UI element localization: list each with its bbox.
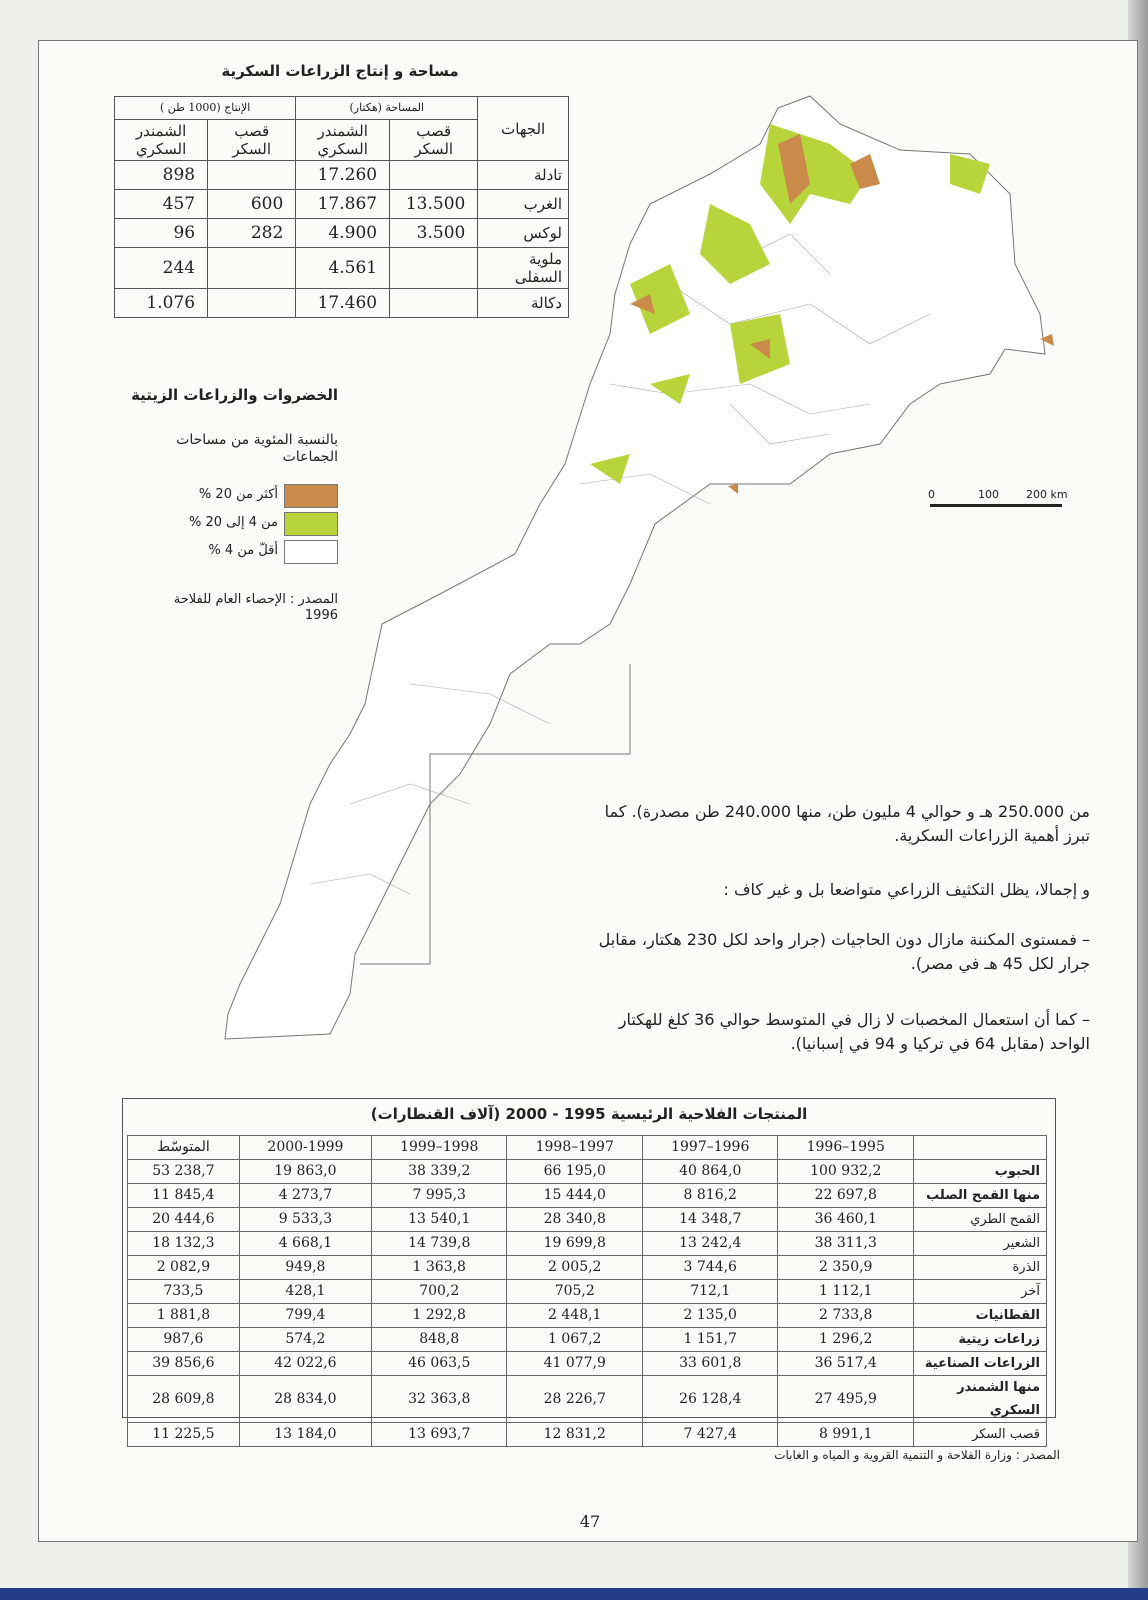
row-label: منها الشمندر السكري <box>914 1376 1047 1423</box>
table-row <box>128 1304 1047 1328</box>
value-cell: 848,8 <box>371 1328 507 1352</box>
value-cell: 11 225,5 <box>128 1423 240 1447</box>
sub-beet: الشمندر السكري <box>115 120 208 161</box>
value-cell: 1 151,7 <box>642 1328 778 1352</box>
cell-area-beet: 17.867 <box>296 190 390 219</box>
cell-prod-beet: 898 <box>115 161 208 190</box>
value-cell: 28 226,7 <box>507 1376 643 1423</box>
cell-prod-cane: 282 <box>208 219 296 248</box>
cell-region: دكالة <box>478 289 569 318</box>
header-cell: 1998–1997 <box>507 1136 643 1160</box>
legend-title: الخضروات والزراعات الزيتية <box>131 386 338 404</box>
sub-beet: الشمندر السكري <box>296 120 390 161</box>
value-cell: 28 609,8 <box>128 1376 240 1423</box>
table-row <box>128 1208 1047 1232</box>
value-cell: 36 460,1 <box>778 1208 914 1232</box>
cell-area-beet: 4.561 <box>296 248 390 289</box>
cell-region: تادلة <box>478 161 569 190</box>
header-cell: 1999–1998 <box>371 1136 507 1160</box>
value-cell: 28 834,0 <box>239 1376 371 1423</box>
cell-prod-beet: 1.076 <box>115 289 208 318</box>
legend-label: من 4 إلى 20 % <box>188 515 278 530</box>
value-cell: 700,2 <box>371 1280 507 1304</box>
table-row <box>128 1328 1047 1352</box>
value-cell: 32 363,8 <box>371 1376 507 1423</box>
products-table-title: المنتجات الفلاحية الرئيسية 1995 - 2000 (آلاف القنطارات) <box>370 1105 808 1123</box>
table-row <box>128 1423 1047 1447</box>
value-cell: 22 697,8 <box>778 1184 914 1208</box>
group-prod: الإنتاج (1000 طن ) <box>115 97 296 120</box>
value-cell: 799,4 <box>239 1304 371 1328</box>
cell-region: ملوية السفلى <box>478 248 569 289</box>
value-cell: 36 517,4 <box>778 1352 914 1376</box>
value-cell: 100 932,2 <box>778 1160 914 1184</box>
value-cell: 8 816,2 <box>642 1184 778 1208</box>
value-cell: 3 744,6 <box>642 1256 778 1280</box>
table-row <box>128 1184 1047 1208</box>
legend-label: أكثر من 20 % <box>198 487 278 502</box>
row-label: الزراعات الصناعية <box>914 1352 1047 1376</box>
header-cell: 1996–1995 <box>778 1136 914 1160</box>
value-cell: 42 022,6 <box>239 1352 371 1376</box>
morocco-map <box>110 84 1110 1074</box>
value-cell: 19 863,0 <box>239 1160 371 1184</box>
scale-line <box>930 504 1062 507</box>
row-label: آخر <box>914 1280 1047 1304</box>
scale-tick-0: 0 <box>928 488 935 501</box>
value-cell: 1 296,2 <box>778 1328 914 1352</box>
value-cell: 46 063,5 <box>371 1352 507 1376</box>
table-row <box>128 1232 1047 1256</box>
legend-swatch <box>284 484 338 508</box>
value-cell: 2 733,8 <box>778 1304 914 1328</box>
scale-tick-200: 200 km <box>1026 488 1068 501</box>
legend-source: المصدر : الإحصاء العام للفلاحة 1996 <box>173 592 338 623</box>
value-cell: 53 238,7 <box>128 1160 240 1184</box>
value-cell: 2 082,9 <box>128 1256 240 1280</box>
cell-area-cane: 3.500 <box>390 219 478 248</box>
cell-prod-beet: 96 <box>115 219 208 248</box>
cell-prod-cane: 600 <box>208 190 296 219</box>
header-cell-empty <box>914 1136 1047 1160</box>
value-cell: 38 339,2 <box>371 1160 507 1184</box>
value-cell: 2 350,9 <box>778 1256 914 1280</box>
value-cell: 19 699,8 <box>507 1232 643 1256</box>
sub-cane: قصب السكر <box>208 120 296 161</box>
scale-bar <box>928 488 1078 518</box>
value-cell: 28 340,8 <box>507 1208 643 1232</box>
value-cell: 428,1 <box>239 1280 371 1304</box>
value-cell: 13 242,4 <box>642 1232 778 1256</box>
value-cell: 1 881,8 <box>128 1304 240 1328</box>
page-number: 47 <box>579 1512 601 1531</box>
row-label: الحبوب <box>914 1160 1047 1184</box>
value-cell: 38 311,3 <box>778 1232 914 1256</box>
value-cell: 33 601,8 <box>642 1352 778 1376</box>
value-cell: 27 495,9 <box>778 1376 914 1423</box>
table-row <box>128 1376 1047 1423</box>
paragraph-3: – فمستوى المكننة مازال دون الحاجيات (جرار واحد لكل 230 هكتار، مقابل جرار لكل 45 هـ في مصر). <box>598 930 1090 973</box>
legend-swatch <box>284 540 338 564</box>
value-cell: 7 427,4 <box>642 1423 778 1447</box>
value-cell: 949,8 <box>239 1256 371 1280</box>
value-cell: 8 991,1 <box>778 1423 914 1447</box>
cell-region: الغرب <box>478 190 569 219</box>
value-cell: 1 112,1 <box>778 1280 914 1304</box>
value-cell: 15 444,0 <box>507 1184 643 1208</box>
table-row <box>128 1352 1047 1376</box>
header-cell: 1997–1996 <box>642 1136 778 1160</box>
cell-area-beet: 17.460 <box>296 289 390 318</box>
cell-area-cane: 13.500 <box>390 190 478 219</box>
row-label: القطانيات <box>914 1304 1047 1328</box>
legend-subtitle: بالنسبة المئوية من مساحات الجماعات <box>176 432 338 465</box>
value-cell: 712,1 <box>642 1280 778 1304</box>
cell-region: لوكس <box>478 219 569 248</box>
bottom-edge <box>0 1588 1148 1600</box>
row-label: الذرة <box>914 1256 1047 1280</box>
row-label: قصب السكر <box>914 1423 1047 1447</box>
header-cell: 2000-1999 <box>239 1136 371 1160</box>
products-table-frame <box>122 1098 1056 1442</box>
legend-item-low <box>120 540 338 564</box>
sugar-table-title: مساحة و إنتاج الزراعات السكرية <box>221 62 459 80</box>
value-cell: 9 533,3 <box>239 1208 371 1232</box>
col-region: الجهات <box>478 97 569 161</box>
header-cell: المتوسّط <box>128 1136 240 1160</box>
value-cell: 20 444,6 <box>128 1208 240 1232</box>
value-cell: 987,6 <box>128 1328 240 1352</box>
table-row <box>128 1160 1047 1184</box>
table-row <box>128 1256 1047 1280</box>
paragraph-2: و إجمالا، يظل التكثيف الزراعي متواضعا بل و غير كاف : <box>723 880 1090 899</box>
value-cell: 705,2 <box>507 1280 643 1304</box>
scale-tick-100: 100 <box>978 488 999 501</box>
value-cell: 26 128,4 <box>642 1376 778 1423</box>
value-cell: 733,5 <box>128 1280 240 1304</box>
value-cell: 39 856,6 <box>128 1352 240 1376</box>
group-area: المساحة (هكتار) <box>296 97 478 120</box>
value-cell: 1 292,8 <box>371 1304 507 1328</box>
value-cell: 2 135,0 <box>642 1304 778 1328</box>
value-cell: 574,2 <box>239 1328 371 1352</box>
value-cell: 4 668,1 <box>239 1232 371 1256</box>
row-label: الشعير <box>914 1232 1047 1256</box>
legend-item-mid <box>120 512 338 536</box>
value-cell: 4 273,7 <box>239 1184 371 1208</box>
value-cell: 66 195,0 <box>507 1160 643 1184</box>
row-label: منها القمح الصلب <box>914 1184 1047 1208</box>
table-header-row <box>128 1136 1047 1160</box>
cell-area-beet: 17.260 <box>296 161 390 190</box>
sub-cane: قصب السكر <box>390 120 478 161</box>
legend-item-high <box>120 484 338 508</box>
legend-swatch <box>284 512 338 536</box>
cell-area-beet: 4.900 <box>296 219 390 248</box>
value-cell: 12 831,2 <box>507 1423 643 1447</box>
products-table <box>127 1135 1047 1447</box>
value-cell: 14 739,8 <box>371 1232 507 1256</box>
products-source: المصدر : وزارة الفلاحة و التنمية القروية و المياه و الغابات <box>774 1448 1060 1462</box>
value-cell: 2 005,2 <box>507 1256 643 1280</box>
value-cell: 1 363,8 <box>371 1256 507 1280</box>
value-cell: 18 132,3 <box>128 1232 240 1256</box>
row-label: زراعات زيتية <box>914 1328 1047 1352</box>
legend-label: أقلّ من 4 % <box>208 543 278 558</box>
value-cell: 13 540,1 <box>371 1208 507 1232</box>
row-label: القمح الطري <box>914 1208 1047 1232</box>
paragraph-4: – كما أن استعمال المخصبات لا زال في المتوسط حوالي 36 كلغ للهكتار الواحد (مقابل 64 في تركيا و 94 في إسبانيا). <box>618 1010 1090 1053</box>
value-cell: 2 448,1 <box>507 1304 643 1328</box>
value-cell: 1 067,2 <box>507 1328 643 1352</box>
value-cell: 11 845,4 <box>128 1184 240 1208</box>
table-row <box>128 1280 1047 1304</box>
value-cell: 40 864,0 <box>642 1160 778 1184</box>
value-cell: 41 077,9 <box>507 1352 643 1376</box>
value-cell: 13 693,7 <box>371 1423 507 1447</box>
value-cell: 14 348,7 <box>642 1208 778 1232</box>
value-cell: 7 995,3 <box>371 1184 507 1208</box>
value-cell: 13 184,0 <box>239 1423 371 1447</box>
cell-prod-beet: 244 <box>115 248 208 289</box>
paragraph-1: من 250.000 هـ و حوالي 4 مليون طن، منها 240.000 طن مصدرة). كما تبرز أهمية الزراعات السكرية. <box>604 802 1090 845</box>
cell-prod-beet: 457 <box>115 190 208 219</box>
